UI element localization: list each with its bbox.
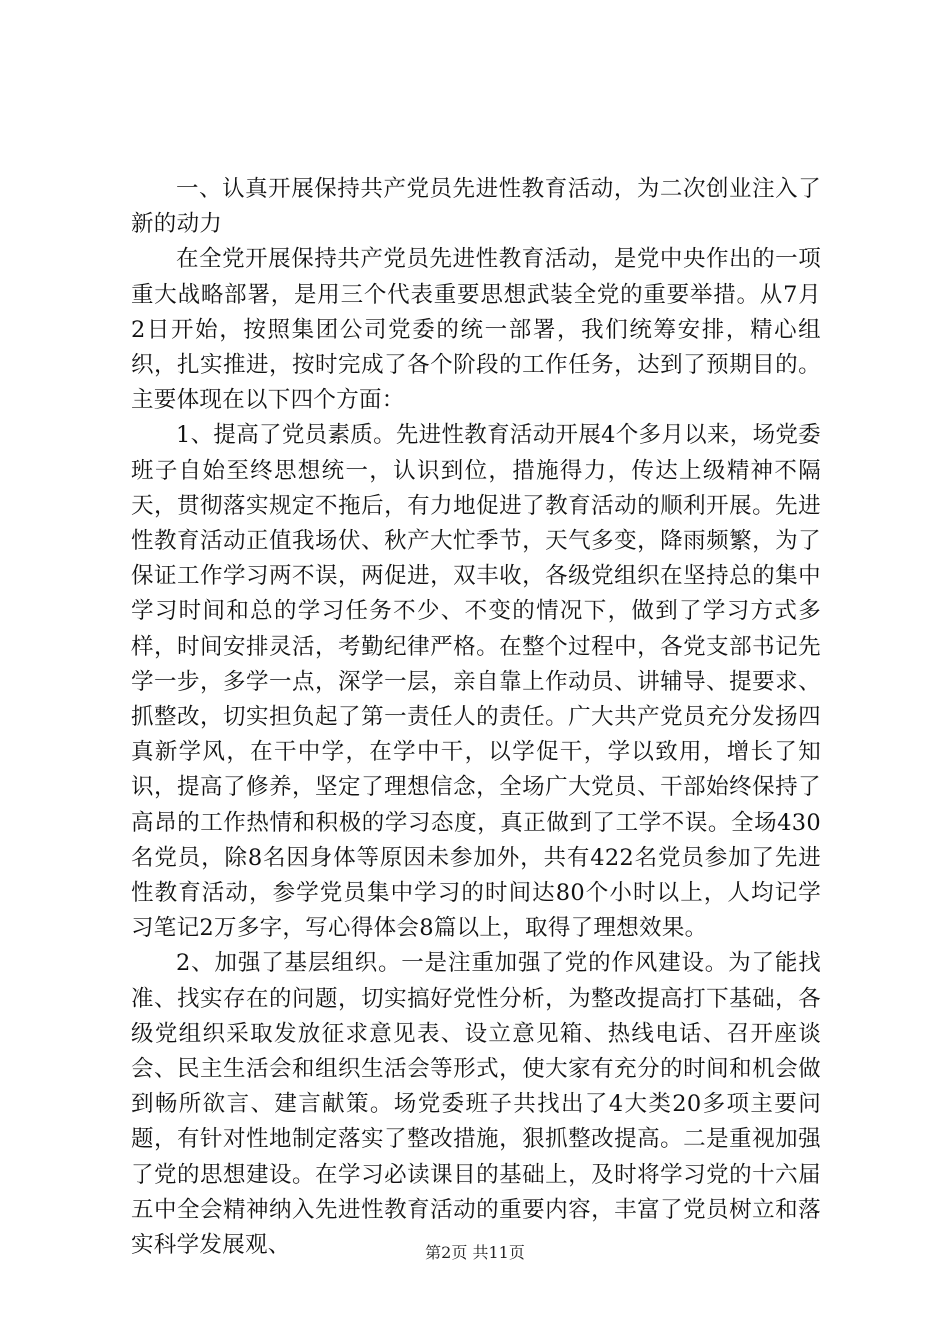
paragraph: 1、提高了党员素质。先进性教育活动开展4个多月以来，场党委班子自始至终思想统一，认识到位，措施得力，传达上级精神不隔天，贯彻落实规定不拖后，有力地促进了教育活动的顺利开展。先进性教育活动正值我场伏、秋产大忙季节，天气多变，降雨频繁，为了保证工作学习两不误，两促进，双丰收，各级党组织在坚持总的集中学习时间和总的学习任务不少、不变的情况下，做到了学习方式多样，时间安排灵活，考勤纪律严格。在整个过程中，各党支部书记先学一步，多学一点，深学一层，亲自靠上作动员、讲辅导、提要求、抓整改，切实担负起了第一责任人的责任。广大共产党员充分发扬四真新学风，在干中学，在学中干，以学促干，学以致用，增长了知识，提高了修养，坚定了理想信念，全场广大党员、干部始终保持了高昂的工作热情和积极的学习态度，真正做到了工学不误。全场430名党员，除8名因身体等原因未参加外，共有422名党员参加了先进性教育活动，参学党员集中学习的时间达80个小时以上，人均记学习笔记2万多字，写心得体会8篇以上，取得了理想效果。 <box>131 422 821 942</box>
paragraph: 在全党开展保持共产党员先进性教育活动，是党中央作出的一项重大战略部署，是用三个代表重要思想武装全党的重要举措。从7月2日开始，按照集团公司党委的统一部署，我们统筹安排，精心组织，扎实推进，按时完成了各个阶段的工作任务，达到了预期目的。主要体现在以下四个方面： <box>131 246 821 414</box>
page-number: 第2页 <box>425 1243 468 1262</box>
document-body <box>131 172 821 1263</box>
paragraph: 2、加强了基层组织。一是注重加强了党的作风建设。为了能找准、找实存在的问题，切实搞好党性分析，为整改提高打下基础，各级党组织采取发放征求意见表、设立意见箱、热线电话、召开座谈会、民主生活会和组织生活会等形式，使大家有充分的时间和机会做到畅所欲言、建言献策。场党委班子共找出了4大类20多项主要问题，有针对性地制定落实了整改措施，狠抓整改提高。二是重视加强了党的思想建设。在学习必读课目的基础上，及时将学习党的十六届五中全会精神纳入先进性教育活动的重要内容，丰富了党员树立和落实科学发展观、 <box>131 950 821 1259</box>
page-footer <box>0 1243 950 1263</box>
page-total: 共11页 <box>472 1243 525 1262</box>
section-heading: 一、认真开展保持共产党员先进性教育活动，为二次创业注入了新的动力 <box>131 176 821 238</box>
